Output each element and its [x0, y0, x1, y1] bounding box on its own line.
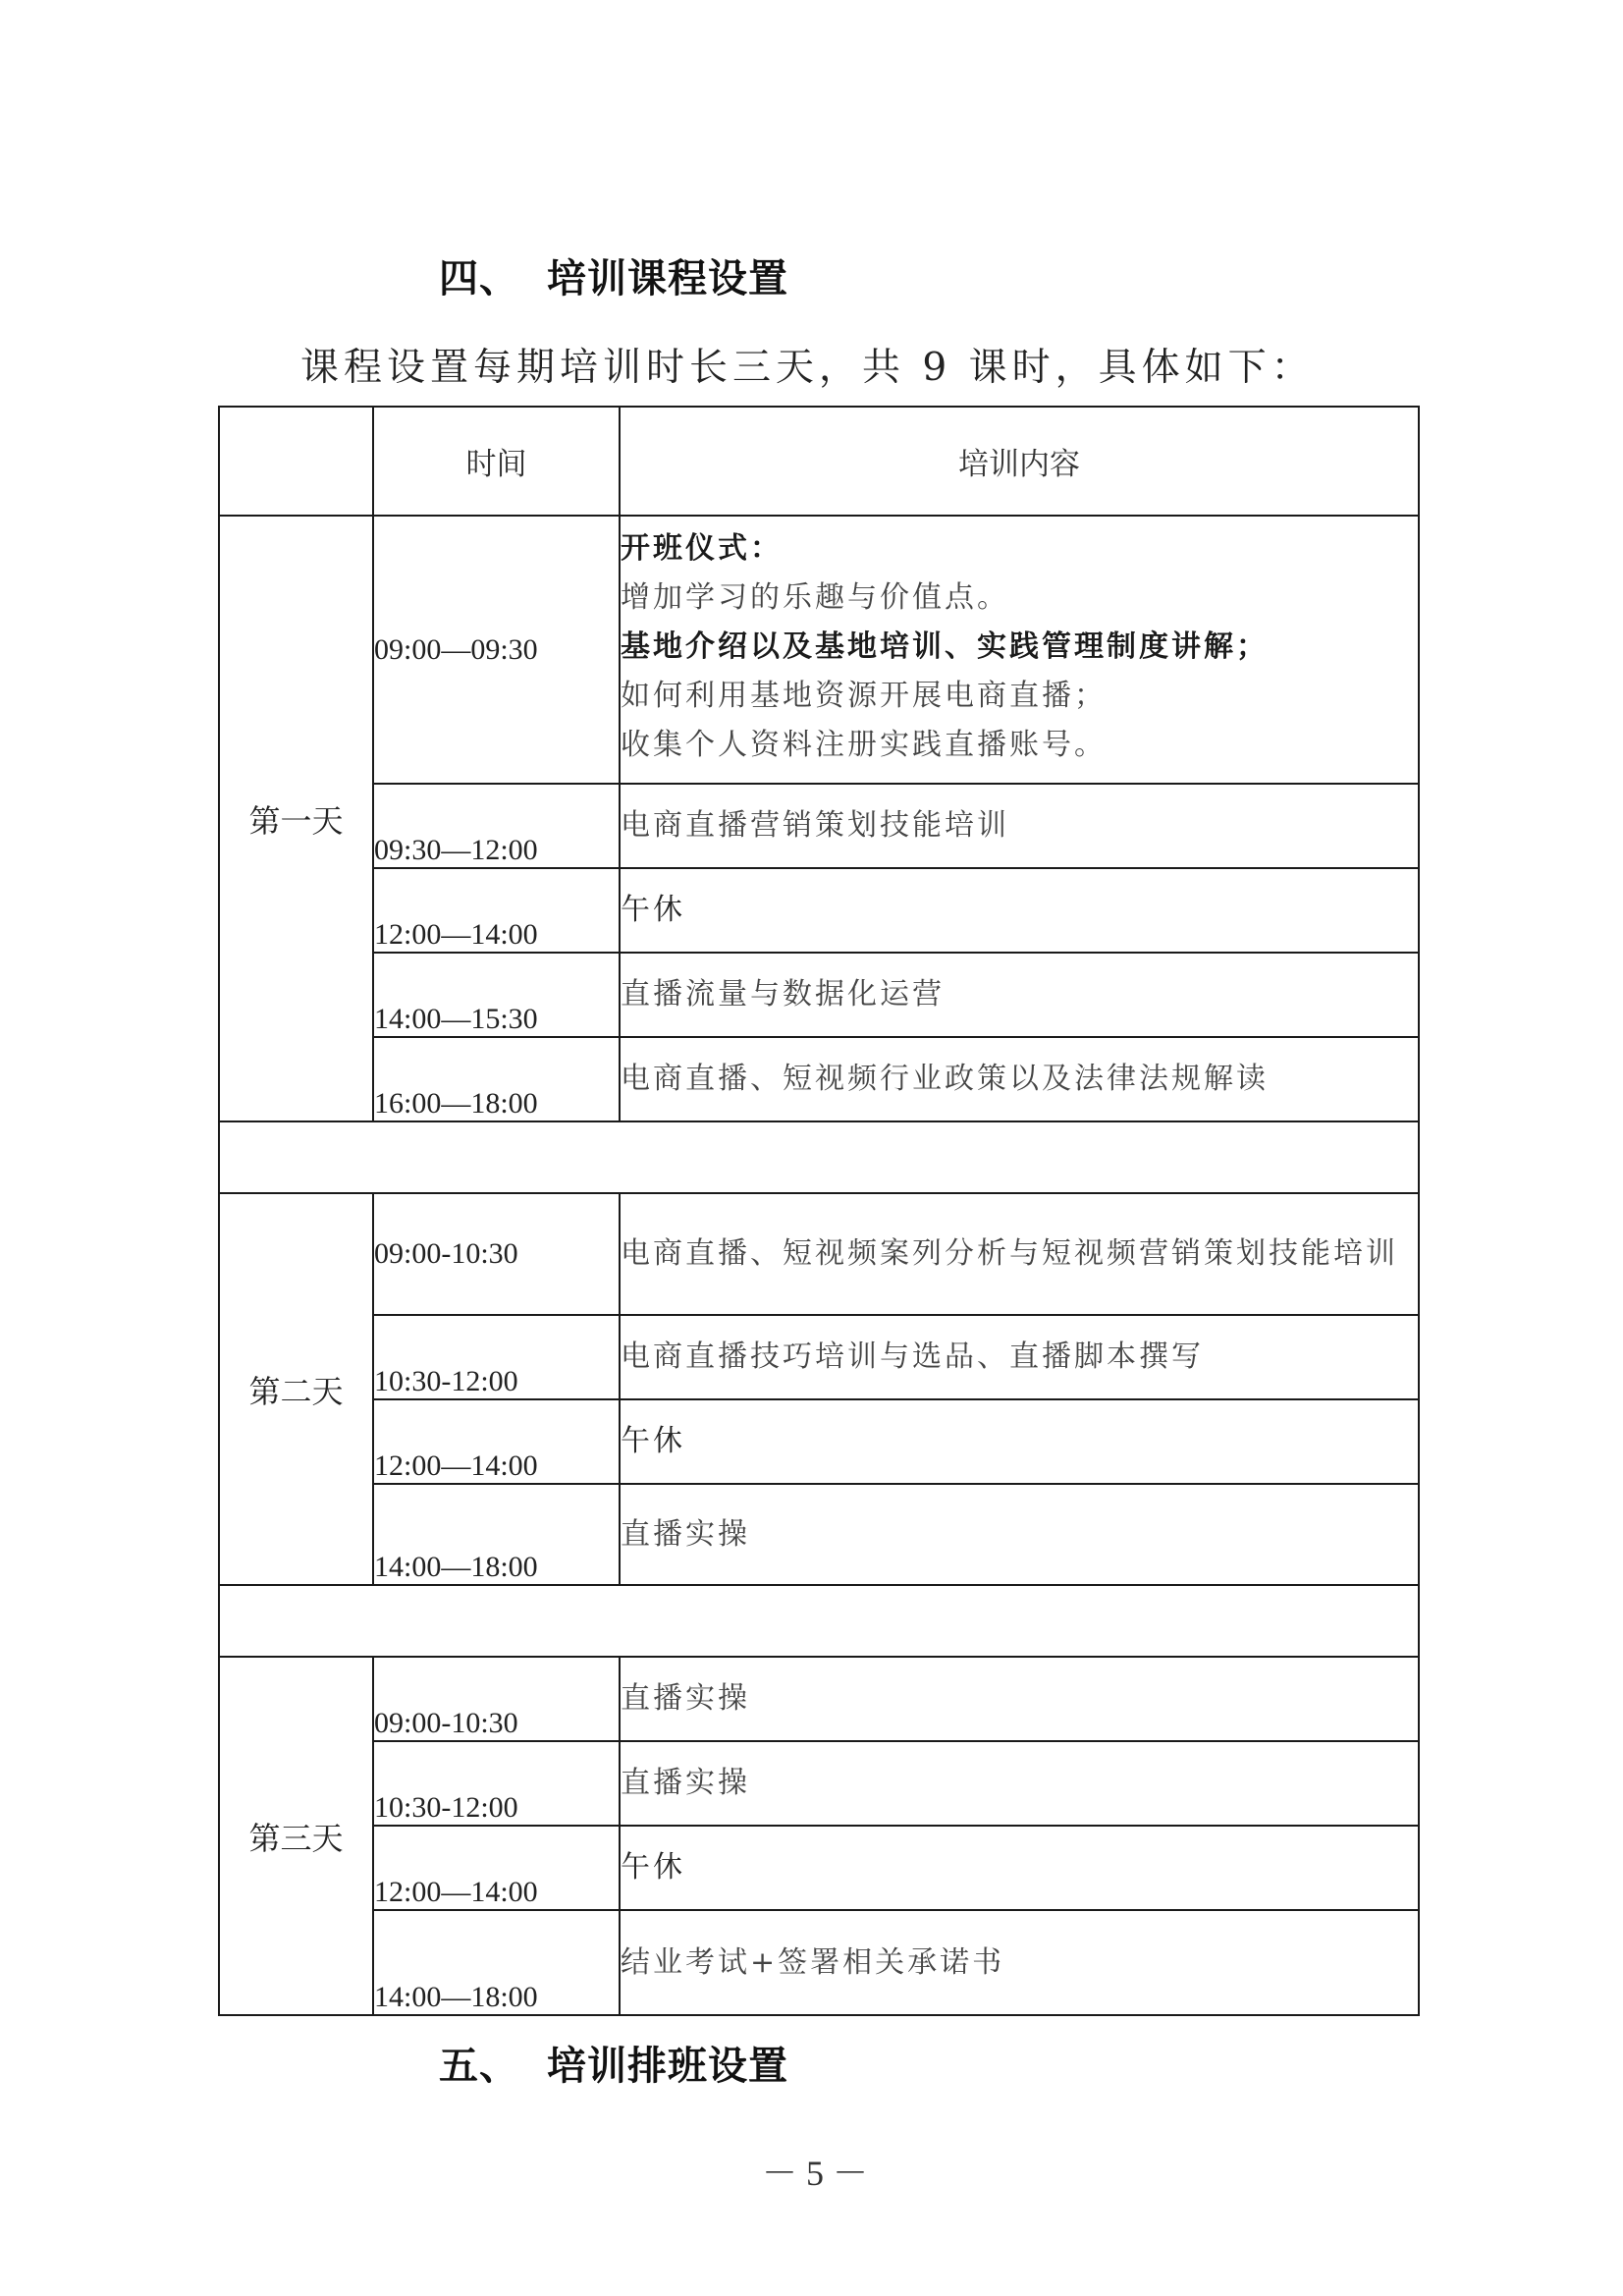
table-row: [219, 1910, 1419, 2015]
section-heading-5: [439, 2035, 788, 2091]
header-content: 培训内容: [620, 407, 1419, 516]
content-line: 如何利用基地资源开展电商直播；: [621, 679, 1107, 713]
table-row: [219, 1315, 1419, 1399]
time-cell: 10:30-12:00: [373, 1315, 620, 1399]
time-cell: 14:00—18:00: [373, 1484, 620, 1585]
time-cell: 12:00—14:00: [373, 1399, 620, 1484]
table-row: [219, 1399, 1419, 1484]
time-cell: 16:00—18:00: [373, 1037, 620, 1121]
table-row: [219, 1741, 1419, 1826]
table-row: [219, 1484, 1419, 1585]
content-cell: 午休: [620, 1399, 1419, 1484]
content-cell: 直播实操: [620, 1484, 1419, 1585]
training-schedule-table: [218, 406, 1420, 2016]
spacer-row: [219, 1585, 1419, 1657]
time-cell: 14:00—15:30: [373, 953, 620, 1037]
time-cell: 12:00—14:00: [373, 868, 620, 953]
table-row: [219, 516, 1419, 784]
content-cell: 电商直播、短视频行业政策以及法律法规解读: [620, 1037, 1419, 1121]
content-cell: 午休: [620, 868, 1419, 953]
content-line: 增加学习的乐趣与价值点。: [621, 580, 1009, 615]
section-number: 四、: [439, 256, 519, 301]
header-time: 时间: [373, 407, 620, 516]
table-row: [219, 868, 1419, 953]
time-cell: 09:00-10:30: [373, 1193, 620, 1315]
content-cell: 结业考试+签署相关承诺书: [620, 1910, 1419, 2015]
section-number: 五、: [439, 2044, 519, 2089]
spacer-row: [219, 1121, 1419, 1193]
content-cell: 午休: [620, 1826, 1419, 1910]
table-row: [219, 1193, 1419, 1315]
time-cell: 09:00-10:30: [373, 1657, 620, 1741]
page-number: － 5 －: [762, 2154, 869, 2193]
day-label: 第一天: [219, 516, 373, 1121]
table-header-row: [219, 407, 1419, 516]
day-label: 第二天: [219, 1193, 373, 1585]
time-cell: 09:30—12:00: [373, 784, 620, 868]
table-row: [219, 1657, 1419, 1741]
intro-paragraph: 课程设置每期培训时长三天，共 9 课时，具体如下：: [300, 346, 1315, 390]
content-cell: 电商直播营销策划技能培训: [620, 784, 1419, 868]
table-row: [219, 1826, 1419, 1910]
content-cell: 直播实操: [620, 1741, 1419, 1826]
time-cell: 10:30-12:00: [373, 1741, 620, 1826]
day-label: 第三天: [219, 1657, 373, 2015]
content-line: 收集个人资料注册实践直播账号。: [621, 728, 1107, 762]
content-cell: 直播实操: [620, 1657, 1419, 1741]
content-cell: 电商直播技巧培训与选品、直播脚本撰写: [620, 1315, 1419, 1399]
content-cell: 电商直播、短视频案列分析与短视频营销策划技能培训: [620, 1193, 1419, 1315]
content-cell: [620, 516, 1419, 784]
table-row: [219, 1037, 1419, 1121]
table-row: [219, 953, 1419, 1037]
section-heading-4: [439, 247, 788, 303]
time-cell: 12:00—14:00: [373, 1826, 620, 1910]
time-cell: 14:00—18:00: [373, 1910, 620, 2015]
content-line: 开班仪式：: [621, 531, 783, 566]
content-cell: 直播流量与数据化运营: [620, 953, 1419, 1037]
header-day: [219, 407, 373, 516]
time-cell: 09:00—09:30: [373, 516, 620, 784]
section-title: 培训排班设置: [547, 2044, 788, 2089]
content-line: 基地介绍以及基地培训、实践管理制度讲解；: [621, 629, 1269, 664]
table-row: [219, 784, 1419, 868]
section-title: 培训课程设置: [547, 256, 788, 301]
